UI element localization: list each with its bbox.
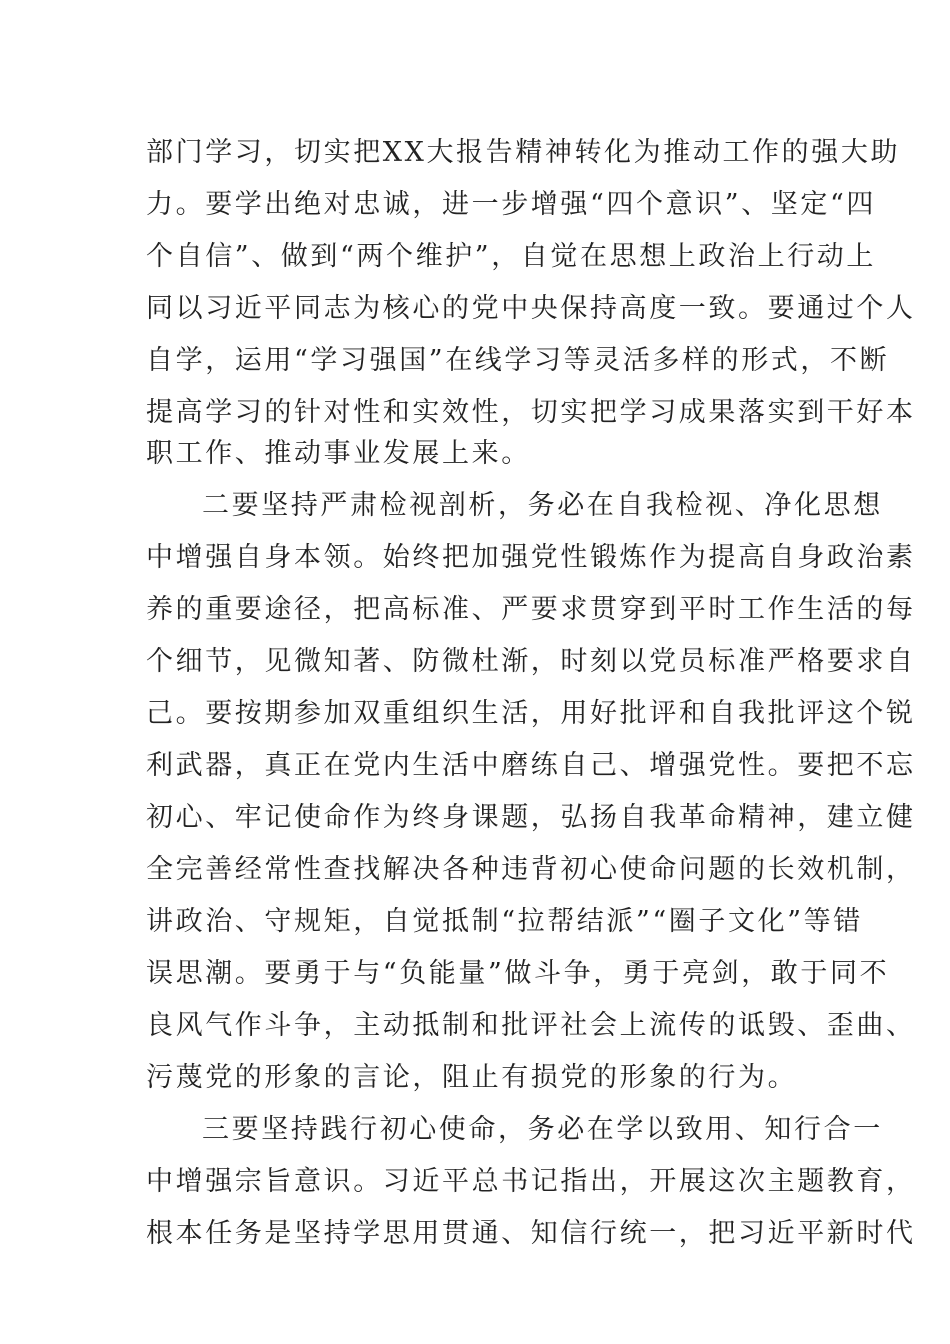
text-line: 个自信”、做到“两个维护”，自觉在思想上政治上行动上	[146, 241, 877, 272]
text-line: 初心、牢记使命作为终身课题，弘扬自我革命精神，建立健	[146, 802, 916, 833]
paragraph-first-line: 三要坚持践行初心使命，务必在学以致用、知行合一	[202, 1114, 883, 1145]
paragraph-first-line: 二要坚持严肃检视剖析，务必在自我检视、净化思想	[202, 490, 883, 521]
text-line: 部门学习，切实把XX大报告精神转化为推动工作的强大助	[146, 137, 901, 168]
text-line: 提高学习的针对性和实效性，切实把学习成果落实到干好本	[146, 397, 916, 428]
text-line: 力。要学出绝对忠诚，进一步增强“四个意识”、坚定“四	[146, 189, 877, 220]
text-line: 全完善经常性查找解决各种违背初心使命问题的长效机制，	[146, 854, 916, 885]
text-line: 个细节，见微知著、防微杜渐，时刻以党员标准严格要求自	[146, 646, 916, 677]
text-line: 误思潮。要勇于与“负能量”做斗争，勇于亮剑，敢于同不	[146, 958, 890, 989]
text-line: 养的重要途径，把高标准、严要求贯穿到平时工作生活的每	[146, 594, 916, 625]
text-line: 根本任务是坚持学思用贯通、知信行统一，把习近平新时代	[146, 1218, 916, 1249]
text-line: 己。要按期参加双重组织生活，用好批评和自我批评这个锐	[146, 698, 916, 729]
text-line: 中增强宗旨意识。习近平总书记指出，开展这次主题教育，	[146, 1166, 916, 1197]
text-line: 讲政治、守规矩，自觉抵制“拉帮结派”“圈子文化”等错	[146, 906, 863, 937]
text-line: 职工作、推动事业发展上来。	[146, 438, 531, 469]
text-line: 中增强自身本领。始终把加强党性锻炼作为提高自身政治素	[146, 542, 916, 573]
text-line: 自学，运用“学习强国”在线学习等灵活多样的形式，不断	[146, 345, 890, 376]
text-line: 良风气作斗争，主动抵制和批评社会上流传的诋毁、歪曲、	[146, 1010, 916, 1041]
text-line: 利武器，真正在党内生活中磨练自己、增强党性。要把不忘	[146, 750, 916, 781]
text-line: 污蔑党的形象的言论，阻止有损党的形象的行为。	[146, 1062, 798, 1093]
text-line: 同以习近平同志为核心的党中央保持高度一致。要通过个人	[146, 293, 916, 324]
